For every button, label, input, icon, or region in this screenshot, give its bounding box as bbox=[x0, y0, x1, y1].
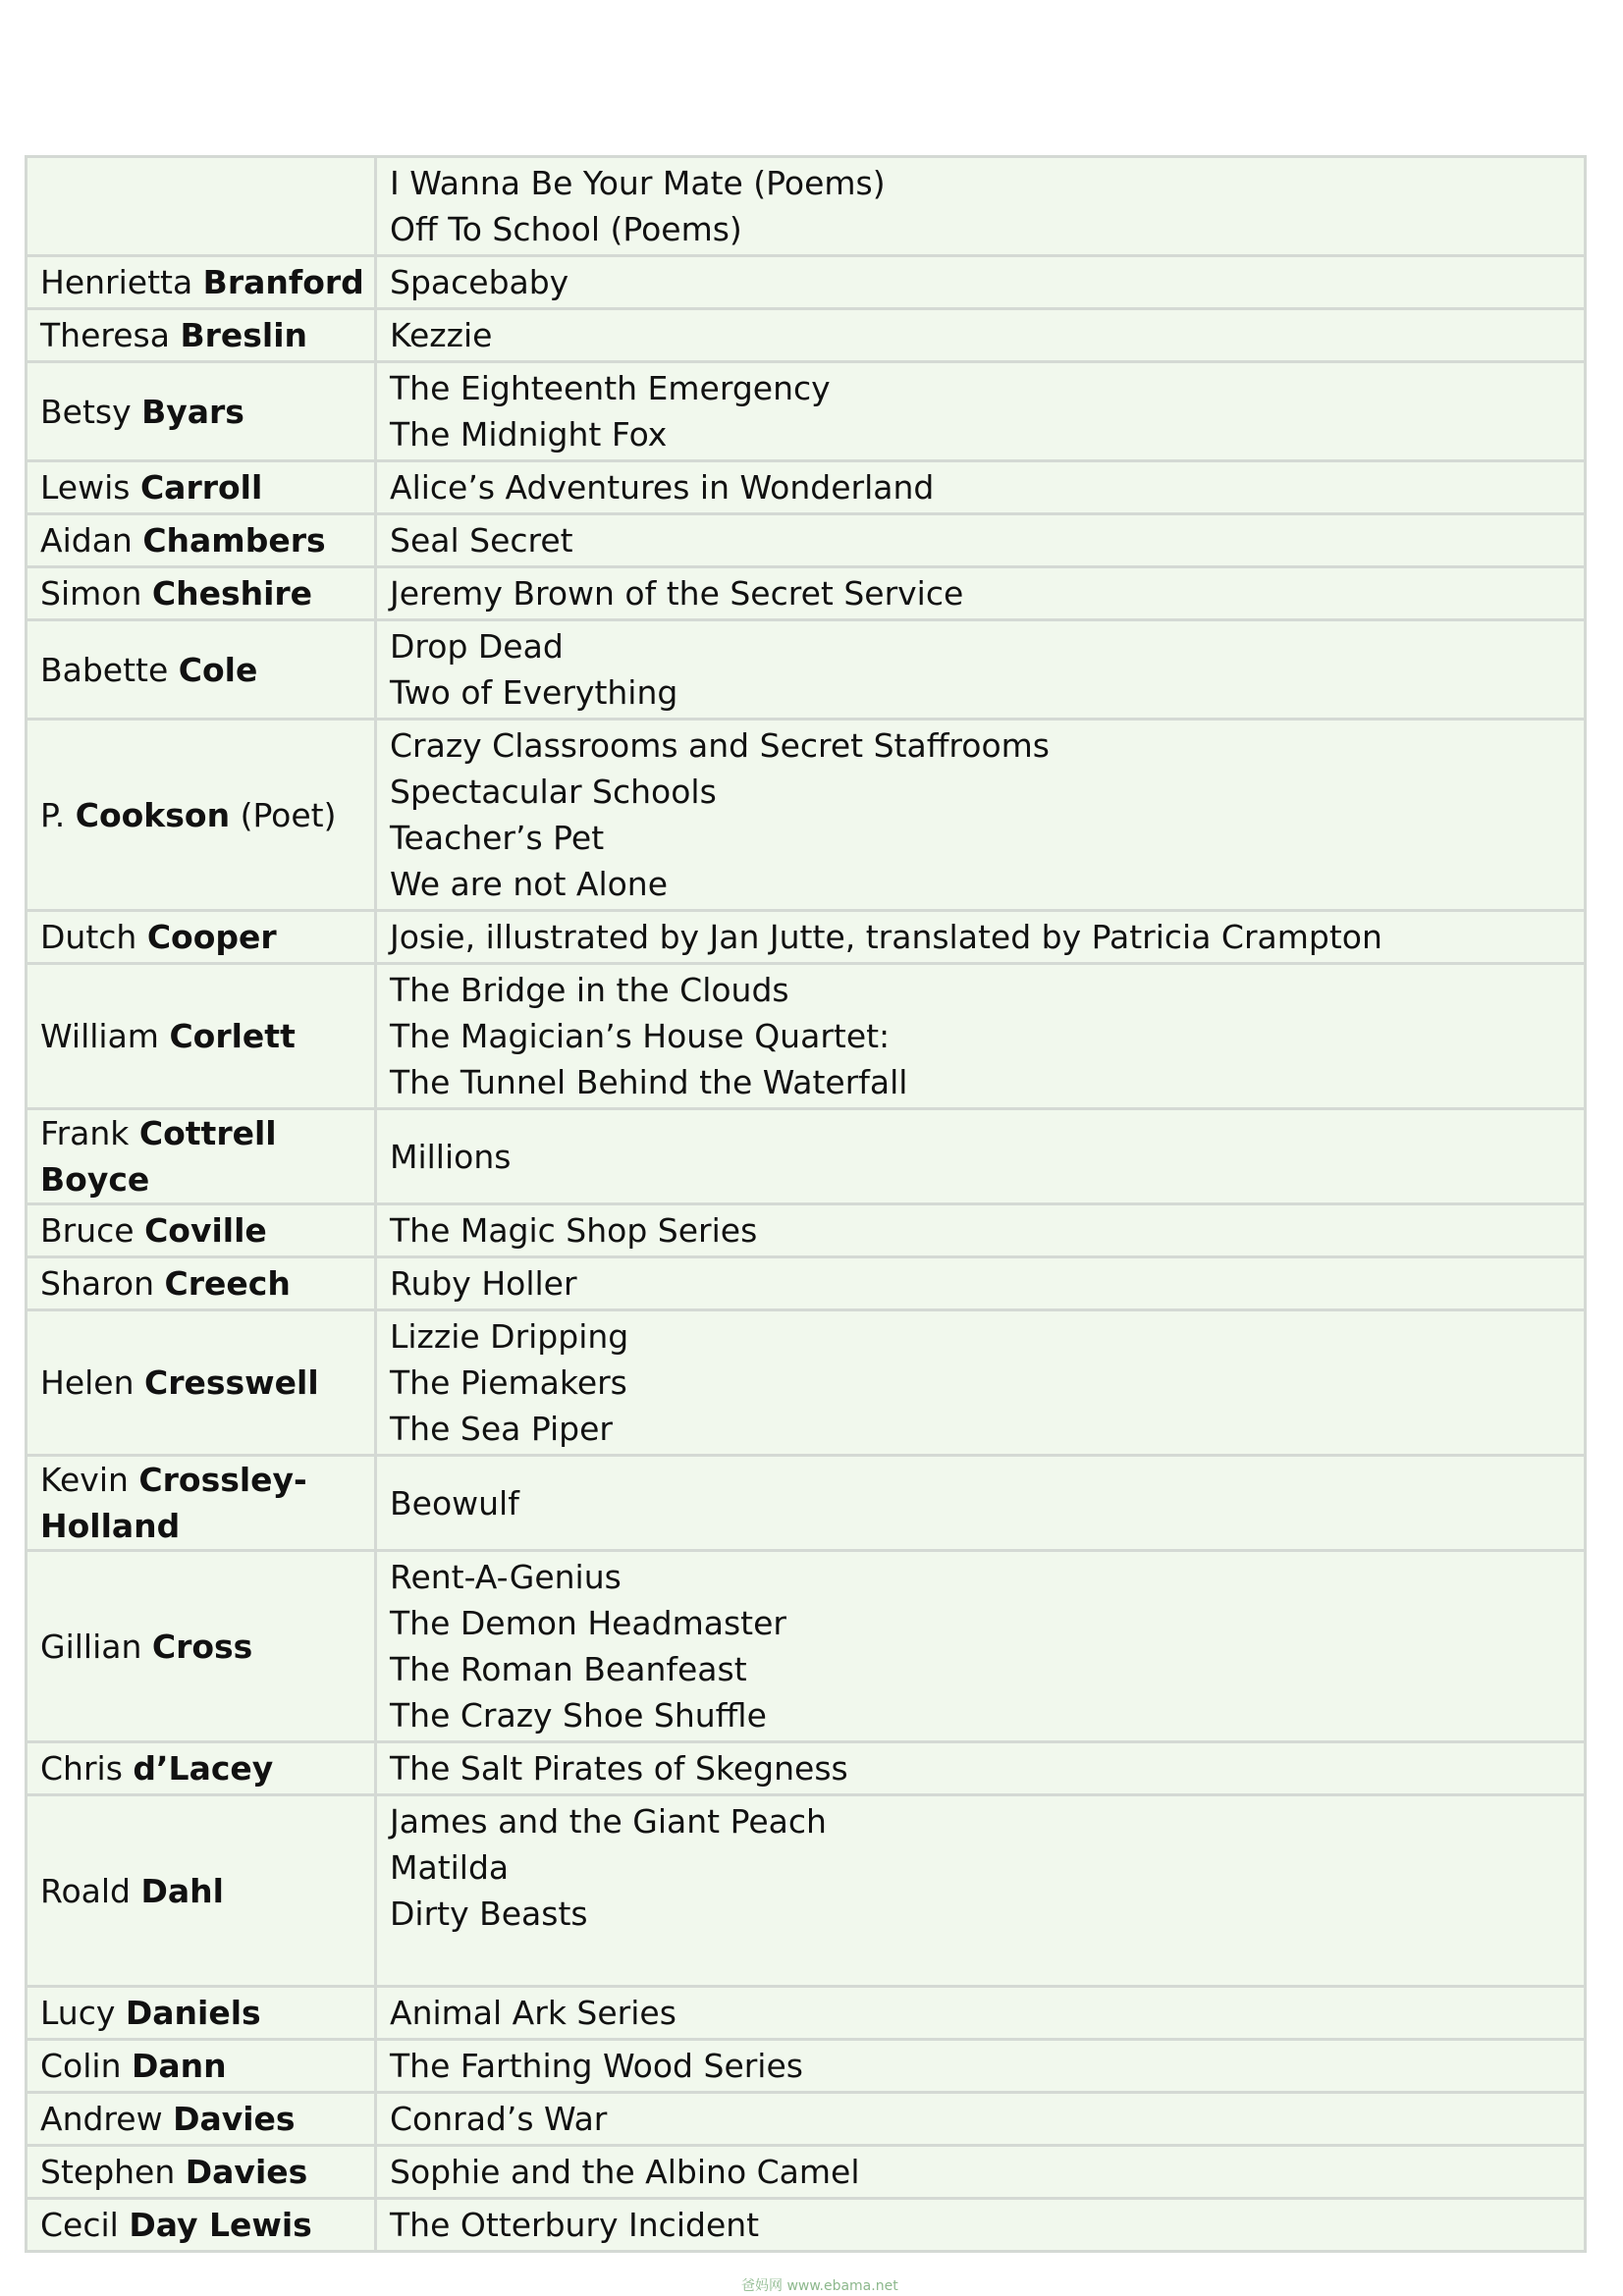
author-cell bbox=[27, 567, 376, 620]
book-title: Conrad’s War bbox=[390, 2100, 608, 2138]
author-cell bbox=[27, 2146, 376, 2199]
table-row bbox=[27, 1456, 1586, 1551]
titles-cell bbox=[376, 461, 1586, 514]
author-surname: Dann bbox=[131, 2047, 227, 2085]
book-title: Jeremy Brown of the Secret Service bbox=[390, 574, 964, 613]
table-row bbox=[27, 514, 1586, 567]
author-cell bbox=[27, 620, 376, 720]
author-surname: Breslin bbox=[180, 316, 308, 354]
titles-cell bbox=[376, 2146, 1586, 2199]
author-surname: Cookson bbox=[75, 795, 231, 834]
table-row bbox=[27, 1795, 1586, 1987]
table-row bbox=[27, 720, 1586, 911]
author-surname: d’Lacey bbox=[133, 1749, 274, 1788]
book-title: Rent-A-Genius bbox=[390, 1558, 622, 1596]
author-first-name: Stephen bbox=[40, 2153, 186, 2191]
author-cell bbox=[27, 1551, 376, 1742]
book-title: Drop Dead bbox=[390, 627, 564, 666]
author-cell bbox=[27, 1257, 376, 1310]
table-row bbox=[27, 2146, 1586, 2199]
author-first-name: Kevin bbox=[40, 1461, 139, 1499]
titles-cell bbox=[376, 1257, 1586, 1310]
table-row bbox=[27, 1257, 1586, 1310]
author-first-name: Chris bbox=[40, 1749, 134, 1788]
table-row bbox=[27, 964, 1586, 1109]
titles-cell bbox=[376, 157, 1586, 256]
book-title: The Bridge in the Clouds bbox=[390, 971, 789, 1009]
book-title: The Farthing Wood Series bbox=[390, 2047, 803, 2085]
titles-cell bbox=[376, 720, 1586, 911]
book-title: Two of Everything bbox=[390, 673, 678, 712]
author-first-name: Theresa bbox=[40, 316, 181, 354]
author-cell bbox=[27, 720, 376, 911]
author-surname: Crossley-Holland bbox=[40, 1461, 307, 1545]
author-surname: Byars bbox=[141, 392, 244, 431]
author-suffix: (Poet) bbox=[230, 795, 337, 834]
book-title: The Magic Shop Series bbox=[390, 1211, 758, 1250]
book-title: Millions bbox=[390, 1137, 512, 1176]
author-first-name: Colin bbox=[40, 2047, 132, 2085]
book-title: We are not Alone bbox=[390, 865, 669, 903]
author-first-name: Andrew bbox=[40, 2100, 174, 2138]
table-row bbox=[27, 1109, 1586, 1204]
author-surname: Branford bbox=[202, 263, 364, 301]
author-first-name: William bbox=[40, 1017, 170, 1055]
author-cell bbox=[27, 1742, 376, 1795]
author-surname: Carroll bbox=[139, 468, 263, 507]
table-row bbox=[27, 2040, 1586, 2093]
titles-cell bbox=[376, 1109, 1586, 1204]
author-first-name: P. bbox=[40, 795, 76, 834]
author-first-name: Helen bbox=[40, 1363, 144, 1402]
author-surname: Cottrell Boyce bbox=[40, 1114, 277, 1199]
table-row bbox=[27, 2199, 1586, 2252]
titles-cell bbox=[376, 1310, 1586, 1456]
titles-cell bbox=[376, 2040, 1586, 2093]
table-row bbox=[27, 362, 1586, 461]
titles-cell bbox=[376, 1456, 1586, 1551]
author-first-name: Cecil bbox=[40, 2206, 130, 2244]
book-title: The Piemakers bbox=[390, 1363, 627, 1402]
book-title: The Otterbury Incident bbox=[390, 2206, 760, 2244]
titles-cell bbox=[376, 620, 1586, 720]
book-title: Kezzie bbox=[390, 316, 493, 354]
author-surname: Cooper bbox=[146, 918, 277, 956]
author-cell bbox=[27, 911, 376, 964]
author-cell bbox=[27, 964, 376, 1109]
author-first-name: Roald bbox=[40, 1871, 141, 1910]
author-first-name: Bruce bbox=[40, 1211, 145, 1250]
author-surname: Cheshire bbox=[151, 574, 313, 613]
author-cell bbox=[27, 362, 376, 461]
book-title: Matilda bbox=[390, 1848, 510, 1887]
author-surname: Cresswell bbox=[144, 1363, 319, 1402]
table-row bbox=[27, 461, 1586, 514]
footer-watermark: 爸妈网 www.ebama.net bbox=[741, 2278, 898, 2294]
author-cell bbox=[27, 2093, 376, 2146]
book-title: Lizzie Dripping bbox=[390, 1317, 629, 1356]
table-row bbox=[27, 620, 1586, 720]
table-row bbox=[27, 1742, 1586, 1795]
author-cell bbox=[27, 2040, 376, 2093]
book-title: The Roman Beanfeast bbox=[390, 1650, 747, 1688]
book-title: Crazy Classrooms and Secret Staffrooms bbox=[390, 726, 1050, 765]
author-first-name: Aidan bbox=[40, 521, 143, 560]
table-row bbox=[27, 911, 1586, 964]
book-title: The Magician’s House Quartet: bbox=[390, 1017, 891, 1055]
author-surname: Chambers bbox=[142, 521, 326, 560]
titles-cell bbox=[376, 1987, 1586, 2040]
book-title: The Salt Pirates of Skegness bbox=[390, 1749, 848, 1788]
book-title: Off To School (Poems) bbox=[390, 210, 742, 248]
author-first-name: Sharon bbox=[40, 1264, 165, 1303]
table-row bbox=[27, 1987, 1586, 2040]
book-title: Dirty Beasts bbox=[390, 1895, 588, 1933]
titles-cell bbox=[376, 1551, 1586, 1742]
author-surname: Davies bbox=[173, 2100, 296, 2138]
book-title: I Wanna Be Your Mate (Poems) bbox=[390, 164, 886, 202]
book-title: The Demon Headmaster bbox=[390, 1604, 786, 1642]
titles-cell bbox=[376, 964, 1586, 1109]
author-surname: Davies bbox=[185, 2153, 308, 2191]
table-row bbox=[27, 256, 1586, 309]
book-title: Teacher’s Pet bbox=[390, 819, 605, 857]
book-title: Beowulf bbox=[390, 1483, 519, 1522]
book-title: The Midnight Fox bbox=[390, 415, 668, 454]
author-first-name: Lucy bbox=[40, 1994, 126, 2032]
author-cell bbox=[27, 461, 376, 514]
table-row bbox=[27, 1551, 1586, 1742]
book-title: Spacebaby bbox=[390, 263, 569, 301]
titles-cell bbox=[376, 2199, 1586, 2252]
book-title: Alice’s Adventures in Wonderland bbox=[390, 468, 935, 507]
titles-cell bbox=[376, 514, 1586, 567]
book-title: James and the Giant Peach bbox=[390, 1802, 827, 1841]
author-cell bbox=[27, 2199, 376, 2252]
table-row bbox=[27, 1310, 1586, 1456]
author-surname: Coville bbox=[144, 1211, 267, 1250]
author-cell bbox=[27, 1109, 376, 1204]
titles-cell bbox=[376, 309, 1586, 362]
book-title: Spectacular Schools bbox=[390, 773, 717, 811]
author-first-name: Henrietta bbox=[40, 263, 203, 301]
author-first-name: Simon bbox=[40, 574, 152, 613]
book-title: The Tunnel Behind the Waterfall bbox=[390, 1063, 908, 1101]
author-cell bbox=[27, 1456, 376, 1551]
book-title: Animal Ark Series bbox=[390, 1994, 676, 2032]
author-cell bbox=[27, 1987, 376, 2040]
author-first-name: Lewis bbox=[40, 468, 140, 507]
author-surname: Dahl bbox=[140, 1871, 224, 1910]
author-first-name: Gillian bbox=[40, 1627, 152, 1666]
book-title: Sophie and the Albino Camel bbox=[390, 2153, 860, 2191]
titles-cell bbox=[376, 1204, 1586, 1257]
titles-cell bbox=[376, 362, 1586, 461]
table-body bbox=[27, 157, 1586, 2252]
author-surname: Corlett bbox=[169, 1017, 296, 1055]
titles-cell bbox=[376, 256, 1586, 309]
author-cell bbox=[27, 157, 376, 256]
author-first-name: Babette bbox=[40, 650, 179, 689]
book-title: The Crazy Shoe Shuffle bbox=[390, 1696, 767, 1735]
book-title: Ruby Holler bbox=[390, 1264, 577, 1303]
titles-cell bbox=[376, 2093, 1586, 2146]
author-surname: Cross bbox=[151, 1627, 253, 1666]
author-cell bbox=[27, 309, 376, 362]
table-row bbox=[27, 157, 1586, 256]
author-surname: Creech bbox=[164, 1264, 291, 1303]
author-surname: Cole bbox=[178, 650, 258, 689]
author-first-name: Frank bbox=[40, 1114, 139, 1152]
titles-cell bbox=[376, 1742, 1586, 1795]
author-surname: Day Lewis bbox=[129, 2206, 312, 2244]
author-cell bbox=[27, 256, 376, 309]
author-surname: Daniels bbox=[125, 1994, 261, 2032]
book-title: The Eighteenth Emergency bbox=[390, 369, 831, 407]
book-title: Seal Secret bbox=[390, 521, 573, 560]
author-first-name: Dutch bbox=[40, 918, 147, 956]
author-cell bbox=[27, 514, 376, 567]
book-title: Josie, illustrated by Jan Jutte, translated by Patricia Crampton bbox=[390, 918, 1382, 956]
table-row bbox=[27, 2093, 1586, 2146]
table-row bbox=[27, 309, 1586, 362]
titles-cell bbox=[376, 1795, 1586, 1987]
titles-cell bbox=[376, 567, 1586, 620]
author-first-name: Betsy bbox=[40, 392, 142, 431]
table-row bbox=[27, 1204, 1586, 1257]
book-title: The Sea Piper bbox=[390, 1410, 613, 1448]
blank-line bbox=[390, 1937, 1584, 1983]
author-book-table bbox=[25, 155, 1587, 2253]
author-cell bbox=[27, 1204, 376, 1257]
author-cell bbox=[27, 1795, 376, 1987]
titles-cell bbox=[376, 911, 1586, 964]
author-cell bbox=[27, 1310, 376, 1456]
table-row bbox=[27, 567, 1586, 620]
